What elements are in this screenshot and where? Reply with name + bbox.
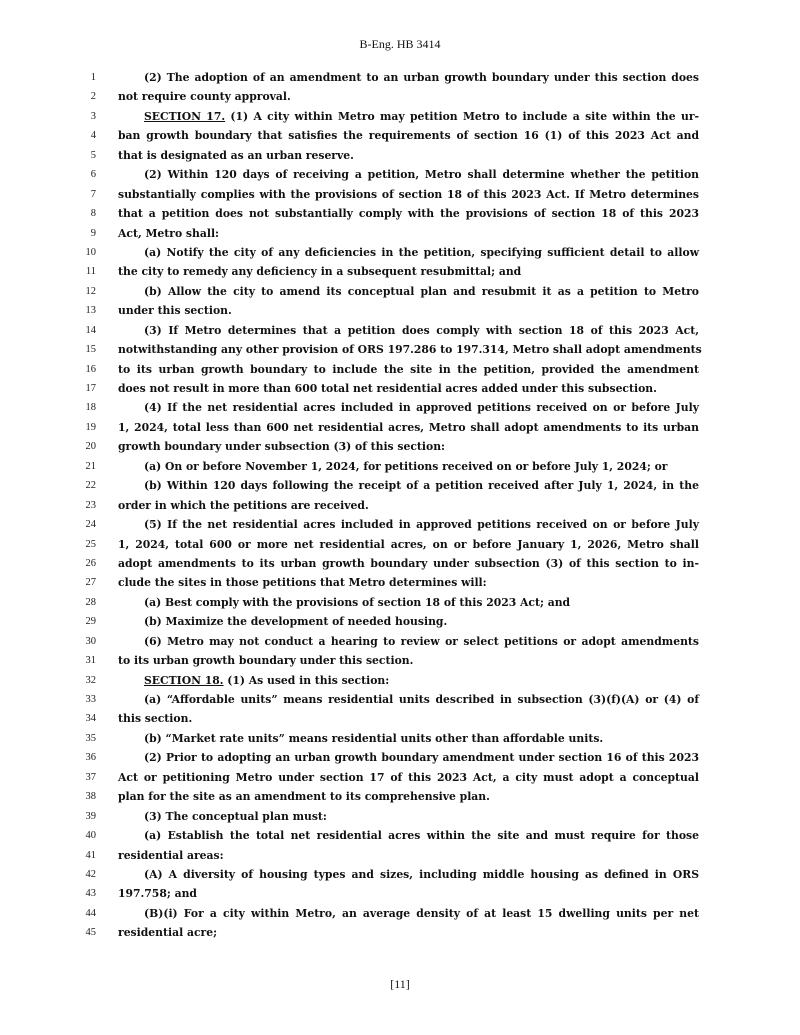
line-text — [118, 654, 699, 667]
line-text — [118, 849, 699, 862]
line-content: 1, 2024, total less than 600 net residential acres, Metro shall adopt amendments to its urban — [118, 420, 699, 434]
line-content: (6) Metro may not conduct a hearing to review or select petitions or adopt amendments — [144, 634, 699, 648]
line-number: 33 — [85, 694, 96, 705]
line-content: residential areas: — [118, 848, 224, 862]
line-number: 10 — [85, 246, 96, 258]
line-text — [144, 810, 699, 823]
line-content: (1) As used in this section: — [223, 673, 390, 687]
text-line — [0, 595, 800, 614]
line-number: 1 — [90, 72, 96, 83]
line-content: does not result in more than 600 total net residential acres added under this subsection. — [118, 382, 657, 395]
text-line — [0, 70, 800, 89]
text-line — [0, 789, 800, 808]
text-line — [0, 109, 800, 128]
line-content: (5) If the net residential acres included in approved petitions received on or before July — [144, 518, 699, 532]
line-number: 38 — [85, 791, 96, 803]
line-text — [118, 926, 699, 939]
line-text — [144, 596, 699, 609]
text-line — [0, 439, 800, 458]
text-line — [0, 284, 800, 303]
text-line — [0, 400, 800, 419]
line-text — [144, 751, 699, 764]
line-number: 17 — [85, 383, 96, 394]
line-content: (2) Prior to adopting an urban growth boundary amendment under section 16 of this 2023 — [144, 751, 699, 765]
line-content: (1) A city within Metro may petition Metro to include a site within the ur- — [225, 109, 699, 123]
text-line — [0, 323, 800, 342]
line-number: 22 — [85, 480, 96, 492]
text-line — [0, 906, 800, 925]
line-number: 8 — [90, 208, 96, 220]
text-line — [0, 517, 800, 536]
line-number: 16 — [85, 363, 96, 375]
line-text — [118, 440, 699, 453]
bill-text-body — [0, 70, 800, 945]
line-content: (B)(i) For a city within Metro, an average density of at least 15 dwelling units per net — [144, 906, 699, 920]
line-number: 18 — [85, 402, 96, 414]
line-number: 13 — [85, 305, 96, 317]
line-text — [144, 479, 699, 492]
line-number: 5 — [90, 149, 96, 161]
text-line — [0, 89, 800, 108]
line-content: (a) Best comply with the provisions of section 18 of this 2023 Act; and — [144, 595, 571, 609]
line-number: 28 — [85, 596, 96, 608]
text-line — [0, 245, 800, 264]
line-text — [118, 790, 699, 803]
line-text — [144, 732, 699, 745]
line-content: that is designated as an urban reserve. — [118, 148, 354, 162]
line-text — [118, 90, 699, 103]
line-content: (b) “Market rate units” means residential units other than affordable units. — [144, 731, 604, 745]
line-number: 31 — [85, 655, 96, 667]
text-line — [0, 303, 800, 322]
line-text — [118, 363, 699, 376]
line-text — [144, 693, 699, 706]
line-content: Act or petitioning Metro under section 17 of this 2023 Act, a city must adopt a conceptual — [118, 770, 699, 784]
line-number: 34 — [85, 713, 96, 725]
line-content: (b) Within 120 days following the receipt of a petition received after July 1, 2024, in the — [144, 479, 699, 493]
line-text — [118, 382, 699, 395]
text-line — [0, 362, 800, 381]
line-number: 42 — [85, 868, 96, 880]
text-line — [0, 226, 800, 245]
text-line — [0, 498, 800, 517]
line-text — [118, 149, 699, 162]
line-content: (a) Establish the total net residential acres within the site and must require for those — [144, 829, 699, 843]
text-line — [0, 634, 800, 653]
text-line — [0, 770, 800, 789]
line-number: 41 — [85, 849, 96, 861]
text-line — [0, 148, 800, 167]
line-content: adopt amendments to its urban growth boundary under subsection (3) of this section to in- — [118, 556, 699, 570]
text-line — [0, 342, 800, 361]
text-line — [0, 692, 800, 711]
line-text — [144, 907, 699, 920]
line-content: not require county approval. — [118, 90, 291, 104]
line-text — [144, 285, 699, 298]
line-text — [118, 576, 699, 589]
line-content: substantially complies with the provisions of section 18 of this 2023 Act. If Metro determines — [118, 187, 699, 201]
line-content: plan for the site as an amendment to its comprehensive plan. — [118, 790, 490, 804]
line-text — [118, 129, 699, 142]
line-number: 39 — [85, 810, 96, 822]
line-number: 29 — [85, 616, 96, 628]
line-content: the city to remedy any deficiency in a subsequent resubmittal; and — [118, 265, 522, 279]
text-line — [0, 459, 800, 478]
text-line — [0, 575, 800, 594]
text-line — [0, 673, 800, 692]
line-number: 26 — [85, 557, 96, 569]
line-content: (3) If Metro determines that a petition does comply with section 18 of this 2023 Act, — [144, 323, 699, 337]
line-text — [144, 615, 699, 628]
line-number: 37 — [85, 771, 96, 783]
line-number: 25 — [85, 538, 96, 550]
line-number: 11 — [85, 266, 96, 278]
line-text — [144, 71, 699, 84]
line-number: 20 — [85, 441, 96, 453]
line-content: order in which the petitions are received. — [118, 498, 369, 512]
line-text — [144, 246, 699, 259]
line-text — [118, 712, 699, 725]
text-line — [0, 206, 800, 225]
line-text — [144, 460, 699, 473]
line-text — [144, 110, 699, 123]
line-content: (2) Within 120 days of receiving a petition, Metro shall determine whether the petition — [144, 168, 699, 182]
line-content: growth boundary under subsection (3) of this section: — [118, 440, 446, 454]
line-text — [118, 188, 699, 201]
line-content: clude the sites in those petitions that Metro determines will: — [118, 576, 487, 590]
page-header: B-Eng. HB 3414 — [359, 37, 441, 51]
line-text — [144, 324, 699, 337]
line-text — [144, 674, 699, 687]
page-number: [11] — [390, 977, 410, 991]
text-line — [0, 848, 800, 867]
line-text — [118, 304, 699, 317]
line-content: ban growth boundary that satisfies the requirements of section 16 (1) of this 2023 Act and — [118, 129, 699, 143]
line-text — [144, 168, 699, 181]
line-text — [118, 227, 699, 240]
line-number: 23 — [85, 499, 96, 511]
line-text — [144, 518, 699, 531]
line-number: 9 — [90, 227, 96, 239]
line-number: 14 — [85, 324, 96, 336]
text-line — [0, 264, 800, 283]
line-number: 2 — [90, 91, 96, 103]
text-line — [0, 420, 800, 439]
line-text — [118, 771, 699, 784]
line-text — [118, 538, 699, 551]
line-content: to its urban growth boundary under this section. — [118, 654, 414, 668]
line-number: 43 — [85, 888, 96, 900]
line-content: that a petition does not substantially comply with the provisions of section 18 of this 2023 — [118, 207, 699, 221]
line-content: (A) A diversity of housing types and sizes, including middle housing as defined in ORS — [144, 867, 699, 881]
text-line — [0, 731, 800, 750]
line-text — [118, 421, 699, 434]
line-content: (a) “Affordable units” means residential units described in subsection (3)(f)(A) or (4) of — [144, 693, 699, 706]
line-content: 1, 2024, total 600 or more net residential acres, on or before January 1, 2026, Metro shall — [118, 537, 699, 551]
line-number: 32 — [85, 674, 96, 686]
line-text — [118, 207, 699, 220]
text-line — [0, 537, 800, 556]
text-line — [0, 128, 800, 147]
line-number: 3 — [90, 110, 96, 122]
line-content: under this section. — [118, 304, 232, 318]
line-text — [118, 499, 699, 512]
line-content: (3) The conceptual plan must: — [144, 809, 327, 823]
line-text — [144, 829, 699, 842]
line-content: (b) Maximize the development of needed housing. — [144, 615, 448, 629]
section-heading: SECTION 17. — [144, 109, 226, 123]
line-number: 12 — [85, 285, 96, 297]
line-content: notwithstanding any other provision of ORS 197.286 to 197.314, Metro shall adopt amendments — [118, 343, 702, 357]
text-line — [0, 711, 800, 730]
line-number: 40 — [85, 830, 96, 842]
line-text — [118, 887, 699, 900]
text-line — [0, 614, 800, 633]
line-content: 197.758; and — [118, 887, 197, 901]
line-number: 21 — [85, 460, 96, 472]
line-number: 19 — [85, 421, 96, 433]
text-line — [0, 886, 800, 905]
text-line — [0, 478, 800, 497]
line-number: 45 — [85, 927, 96, 939]
line-text — [144, 401, 699, 414]
section-heading: SECTION 18. — [144, 673, 224, 687]
text-line — [0, 556, 800, 575]
line-content: to its urban growth boundary to include the site in the petition, provided the amendment — [118, 362, 699, 376]
line-number: 36 — [85, 752, 96, 764]
text-line — [0, 867, 800, 886]
line-number: 27 — [85, 577, 96, 589]
text-line — [0, 167, 800, 186]
line-content: (2) The adoption of an amendment to an urban growth boundary under this section does — [144, 71, 699, 84]
line-content: (a) Notify the city of any deficiencies in the petition, specifying sufficient detail to allow — [144, 245, 699, 259]
line-content: residential acre; — [118, 926, 218, 940]
line-number: 6 — [90, 169, 96, 181]
text-line — [0, 828, 800, 847]
text-line — [0, 809, 800, 828]
line-text — [144, 868, 699, 881]
text-line — [0, 925, 800, 944]
text-line — [0, 653, 800, 672]
line-text — [118, 343, 702, 357]
line-text — [118, 557, 699, 570]
line-number: 24 — [85, 519, 96, 531]
text-line — [0, 750, 800, 769]
line-number: 15 — [85, 344, 96, 356]
text-line — [0, 381, 800, 400]
line-number: 30 — [85, 635, 96, 647]
line-text — [144, 635, 699, 648]
line-content: (4) If the net residential acres included in approved petitions received on or before July — [144, 401, 699, 415]
line-content: Act, Metro shall: — [118, 226, 220, 240]
line-number: 4 — [90, 130, 96, 142]
line-number: 35 — [85, 732, 96, 744]
line-number: 44 — [85, 907, 96, 919]
line-number: 7 — [90, 188, 96, 200]
text-line — [0, 187, 800, 206]
line-content: this section. — [118, 712, 193, 726]
line-content: (a) On or before November 1, 2024, for petitions received on or before July 1, 2024; or — [144, 459, 668, 473]
line-text — [118, 265, 699, 278]
line-content: (b) Allow the city to amend its conceptual plan and resubmit it as a petition to Metro — [144, 284, 699, 298]
